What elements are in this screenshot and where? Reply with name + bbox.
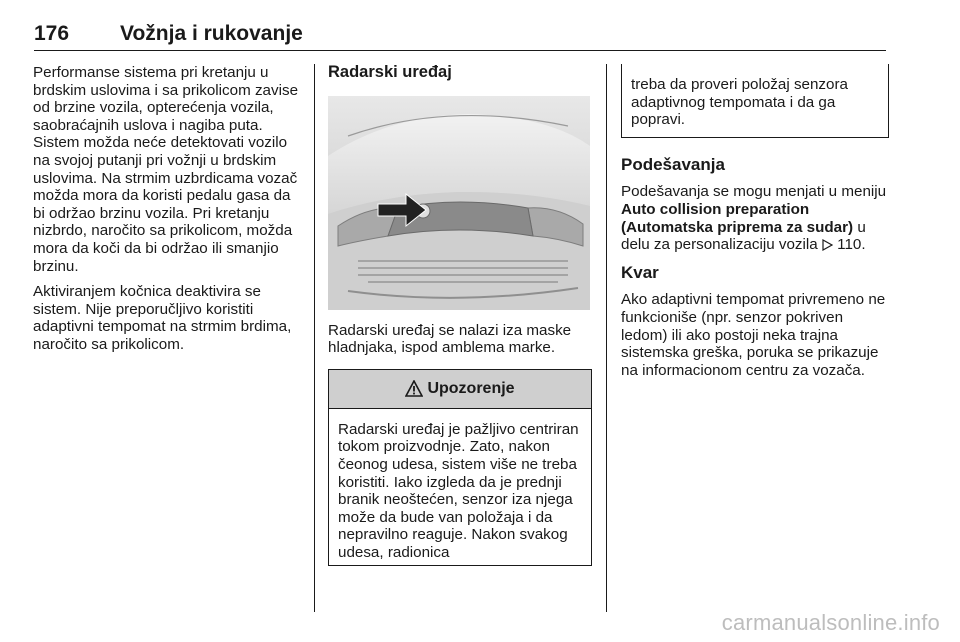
column-1 [33, 64, 305, 362]
warning-box [328, 369, 592, 566]
watermark: carmanualsonline.info [721, 610, 940, 635]
paragraph: Aktiviranjem kočnica deaktivira se sistem. Nije preporučljivo koristiti adaptivni tempomat na strmim brdima, naročito sa prikolicom. [33, 283, 292, 353]
fault-paragraph: Ako adaptivni tempomat privremeno ne funkcioniše (npr. senzor pokriven ledom) ili ako postoji neka trajna sistemska greška, poruka se prikazuje na informacionom centru za vozača. [621, 291, 886, 379]
page-reference-icon [822, 239, 833, 251]
settings-text: Podešavanja se mogu menjati u meniju [621, 183, 887, 201]
section-title-radar: Radarski uređaj [328, 63, 452, 81]
photo-caption: Radarski uređaj se nalazi iza maske hladnjaka, ispod amblema marke. [328, 321, 572, 357]
chapter-title: Vožnja i rukovanje [120, 22, 303, 45]
warning-header [329, 369, 591, 409]
page-number: 176 [34, 22, 70, 45]
warning-title: Upozorenje [427, 379, 515, 397]
settings-paragraph [621, 183, 889, 253]
warning-text: Radarski uređaj je pažljivo centriran tokom proizvodnje. Zato, nakon čeonog udesa, sistem više ne treba koristiti. Iako izgleda da je prednji branik neoštećen, senzor iza njega može da bude van položaja i da nepravilno reaguje. Nakon svakog udesa, radionica [338, 420, 579, 561]
paragraph: Performanse sistema pri kretanju u brdskim uslovima i sa prikolicom zavise od brzine vozila, opterećenja vozila, saobraćajnih uslova i nagiba puta. Sistem možda neće detektovati vozilo na svojoj putanji pri vožnji u brdskim uslovima. Na strmim uzbrdicama vozač možda mora da koristi pedalu gasa da bi održao brzinu vozila. Pri kretanju nizbrdo, naročito sa prikolicom, možda mora da koči da bi održao ili smanjio brzinu. [33, 64, 299, 275]
column-3 [621, 64, 889, 387]
page-header [34, 20, 886, 51]
menu-option-name: Auto collision preparation (Automatska priprema za sudar) [621, 200, 854, 236]
section-title-settings: Podešavanja [621, 154, 725, 174]
warning-continuation-text: treba da proveri položaj senzora adaptivnog tempomata i da ga popravi. [631, 76, 848, 129]
settings-text: u delu za personalizaciju vozila [621, 218, 866, 254]
column-divider [606, 64, 607, 612]
page-reference: 110. [837, 236, 866, 254]
car-front-illustration [328, 96, 590, 310]
radar-location-photo [328, 96, 590, 310]
warning-triangle-icon [405, 380, 423, 397]
warning-continuation-box [621, 64, 889, 138]
section-title-fault: Kvar [621, 262, 659, 282]
column-2 [328, 64, 592, 566]
column-divider [314, 64, 315, 612]
